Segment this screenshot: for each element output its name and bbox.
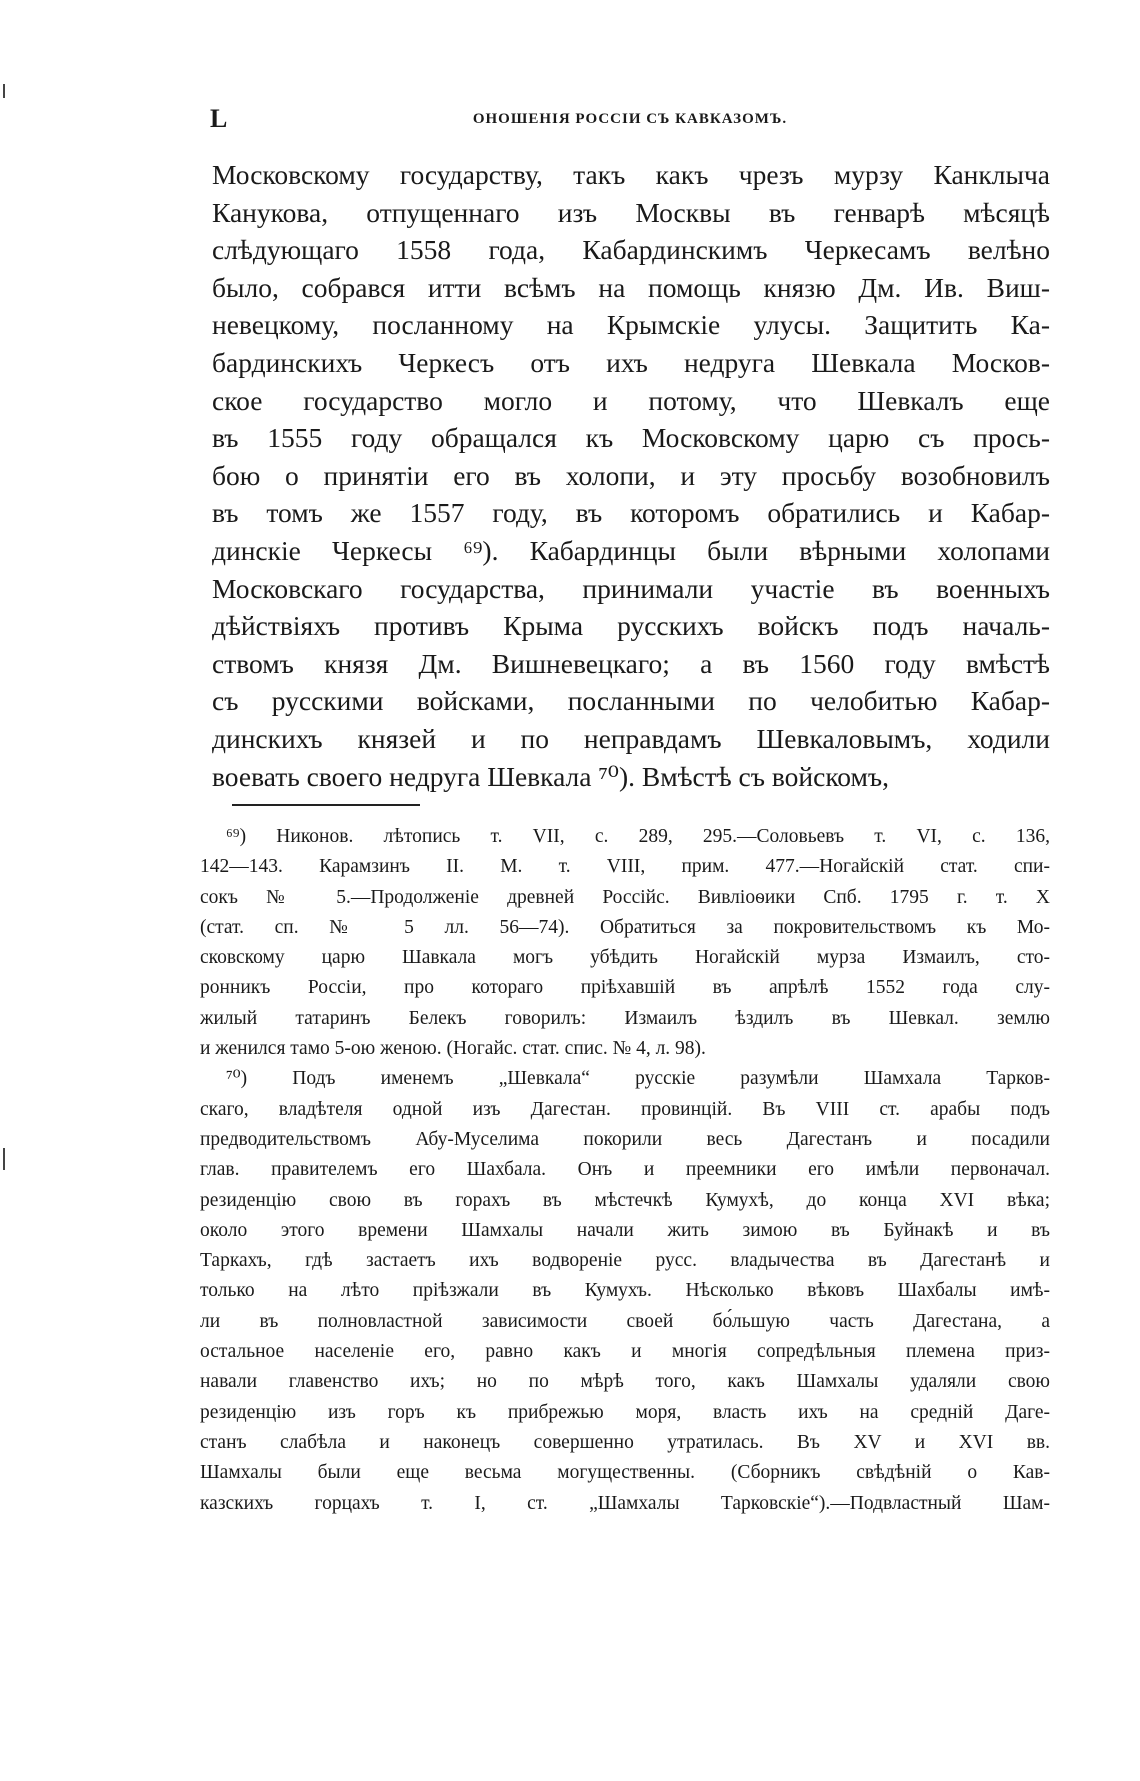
footnote-70 (200, 1064, 1050, 1518)
text-line: въ 1555 году обращался къ Московскому царю съ прось- (212, 422, 1050, 454)
footnote-line: ронникъ Россіи, про котораго пріѣхавшій въ апрѣлѣ 1552 года слу- (200, 977, 1050, 999)
text-line: Канукова, отпущеннаго изъ Москвы въ генварѣ мѣсяцѣ (212, 196, 1050, 228)
footnote-line: глав. правителемъ его Шахбала. Онъ и преемники его имѣли первоначал. (200, 1159, 1050, 1181)
text-line: ствомъ князя Дм. Вишневецкаго; а въ 1560 году вмѣстѣ (212, 647, 1050, 679)
footnote-line: Шамхалы были еще весьма могущественны. (Сборникъ свѣдѣній о Кав- (200, 1462, 1050, 1484)
footnote-line: жилый татаринъ Белекъ говорилъ: Измаилъ ѣздилъ въ Шевкал. землю (200, 1007, 1050, 1029)
footnote-line: остальное населеніе его, равно какъ и многія сопредѣльныя племена приз- (200, 1341, 1050, 1363)
text-line: было, собрався итти всѣмъ на помощь князю Дм. Ив. Виш- (212, 271, 1050, 303)
footnote-line: ⁷⁰) Подъ именемъ „Шевкала“ русскіе разумѣли Шамхала Тарков- (226, 1068, 1050, 1090)
text-line: съ русскими войсками, посланными по челобитью Кабар- (212, 685, 1050, 717)
footnote-divider (232, 804, 420, 806)
footnote-line: сковскому царю Шавкала могъ убѣдить Ногайскій мурза Измаилъ, сто- (200, 947, 1050, 969)
text-line: невецкому, посланному на Крымскіе улусы. Защитить Ка- (212, 309, 1050, 341)
page-number: L (210, 104, 228, 133)
footnote-line: только на лѣто пріѣзжали въ Кумухъ. Нѣсколько вѣковъ Шахбалы имѣ- (200, 1280, 1050, 1302)
text-line: ское государство могло и потому, что Шевкалъ еще (212, 384, 1050, 416)
scan-edge-mark (3, 84, 5, 98)
footnote-line: скаго, владѣтеля одной изъ Дагестан. провинцій. Въ VIII ст. арабы подъ (200, 1098, 1050, 1120)
footnote-line: около этого времени Шамхалы начали жить зимою въ Буйнакѣ и въ (200, 1219, 1050, 1241)
footnote-line: предводительствомъ Абу-Муселима покорили весь Дагестанъ и посадили (200, 1128, 1050, 1150)
footnote-line: станъ слабѣла и наконецъ совершенно утратилась. Въ XV и XVI вв. (200, 1431, 1050, 1453)
running-title: ОНОШЕНІЯ РОССІИ СЪ КАВКАЗОМЪ. (472, 111, 788, 127)
footnote-69 (200, 822, 1050, 1064)
scan-edge-mark (3, 1148, 5, 1170)
footnote-line: ⁶⁹) Никонов. лѣтопись т. VII, с. 289, 295.—Соловьевъ т. VI, с. 136, (226, 826, 1050, 847)
footnote-line: 142—143. Карамзинъ II. М. т. VIII, прим. 477.—Ногайскій стат. спи- (200, 856, 1050, 878)
footnote-line: резиденцію изъ горъ къ прибрежью моря, власть ихъ на средній Даге- (200, 1401, 1050, 1423)
footnote-line: навали главенство ихъ; но по мѣрѣ того, какъ Шамхалы удаляли свою (200, 1371, 1050, 1393)
main-text (212, 156, 1050, 795)
text-line: бою о принятіи его въ холопи, и эту просьбу возобновилъ (212, 459, 1050, 491)
footnote-line: Таркахъ, гдѣ застаетъ ихъ водвореніе русс. владычества въ Дагестанѣ и (200, 1250, 1050, 1272)
footnote-line: резиденцію свою въ горахъ въ мѣстечкѣ Кумухѣ, до конца XVI вѣка; (200, 1189, 1050, 1211)
text-line: динскіе Черкесы ⁶⁹). Кабардинцы были вѣрными холопами (212, 534, 1050, 566)
page-header (210, 104, 1050, 134)
footnote-line: и женился тамо 5-ою женою. (Ногайс. стат. спис. № 4, л. 98). (200, 1038, 706, 1060)
text-line: Московскому государству, такъ какъ чрезъ мурзу Канклыча (212, 159, 1050, 190)
footnote-line: сокъ № 5.—Продолженіе древней Россійс. Вивліоѳики Спб. 1795 г. т. X (200, 886, 1050, 908)
footnote-line: казскихъ горцахъ т. I, ст. „Шамхалы Тарковскіе“).—Подвластный Шам- (200, 1492, 1050, 1514)
text-line: Московскаго государства, принимали участіе въ военныхъ (212, 572, 1050, 604)
text-line: бардинскихъ Черкесъ отъ ихъ недруга Шевкала Москов- (212, 346, 1050, 378)
text-line: динскихъ князей и по неправдамъ Шевкаловымъ, ходили (212, 722, 1050, 754)
footnote-line: (стат. сп. № 5 лл. 56—74). Обратиться за покровительствомъ къ Мо- (200, 916, 1050, 938)
text-line: въ томъ же 1557 году, въ которомъ обратились и Кабар- (212, 497, 1050, 529)
text-line: воевать своего недруга Шевкала ⁷⁰). Вмѣстѣ съ войскомъ, (212, 760, 890, 792)
footnotes (200, 822, 1050, 1519)
text-line: дѣйствіяхъ противъ Крыма русскихъ войскъ подъ началь- (212, 610, 1050, 642)
text-line: слѣдующаго 1558 года, Кабардинскимъ Черкесамъ велѣно (212, 234, 1050, 266)
footnote-line: ли въ полновластной зависимости своей бо́льшую часть Дагестана, а (200, 1310, 1050, 1332)
